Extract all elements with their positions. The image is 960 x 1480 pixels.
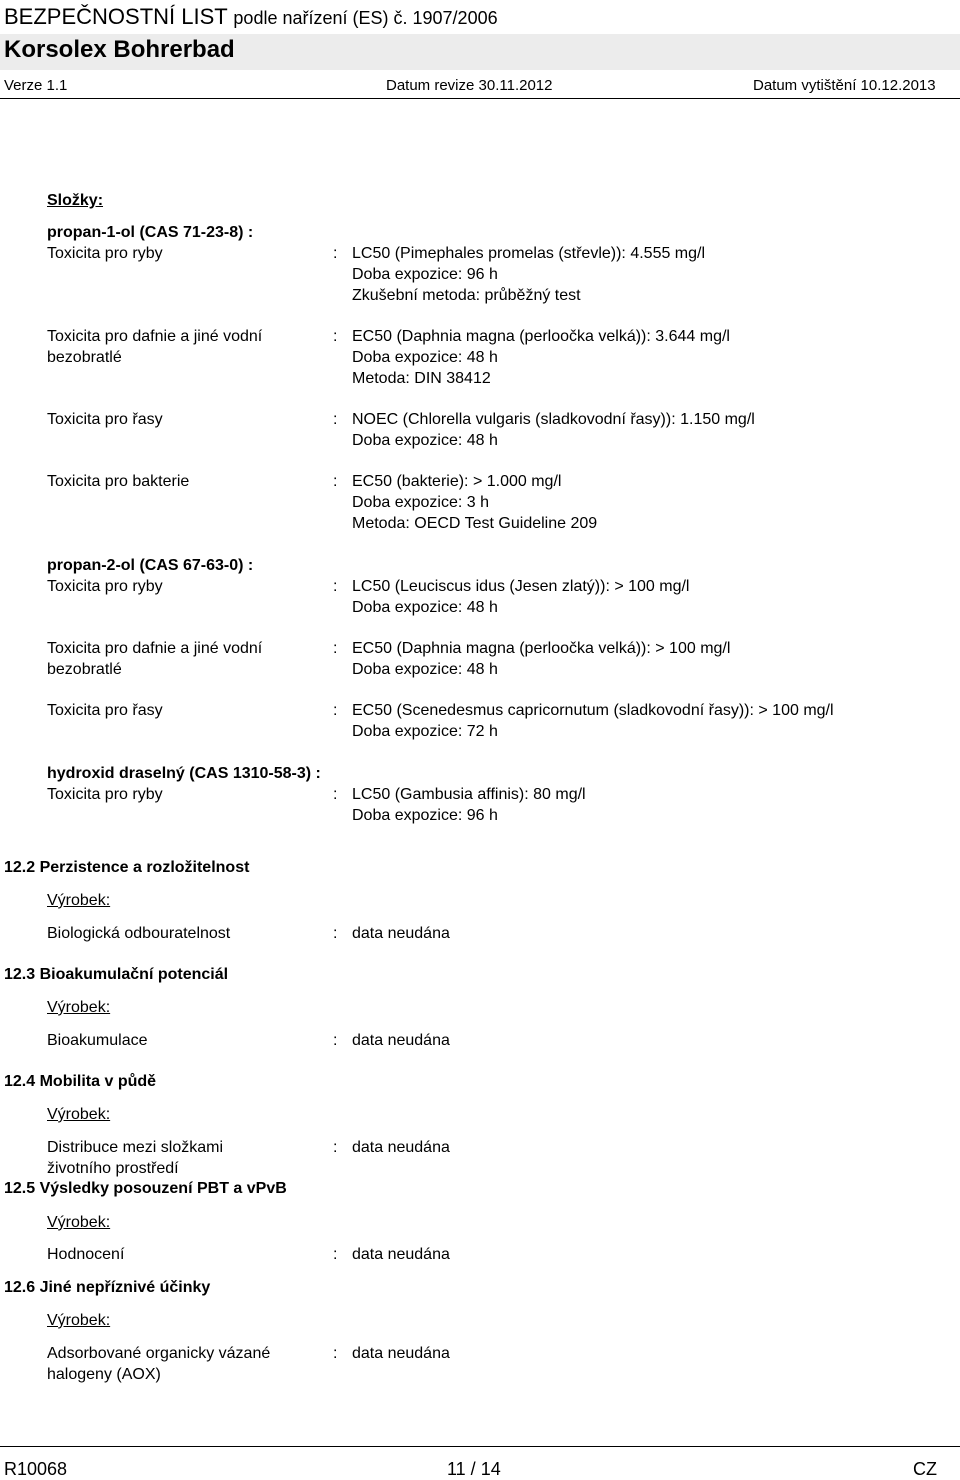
header-divider	[0, 98, 960, 99]
section-heading: 12.3 Bioakumulační potenciál	[4, 966, 229, 983]
row-colon: :	[333, 578, 338, 595]
row-label: Toxicita pro řasy	[47, 411, 163, 428]
row-label: Distribuce mezi složkami životního prostředí	[47, 1139, 224, 1177]
row-colon: :	[333, 1032, 338, 1049]
row-label: Bioakumulace	[47, 1032, 148, 1049]
substance-name: propan-1-ol (CAS 71-23-8) :	[47, 224, 254, 241]
row-value: data neudána	[352, 925, 450, 942]
row-colon: :	[333, 1246, 338, 1263]
row-colon: :	[333, 473, 338, 490]
row-label: Toxicita pro ryby	[47, 245, 163, 262]
row-value: LC50 (Gambusia affinis): 80 mg/l Doba expozice: 96 h	[352, 786, 586, 824]
language-code: CZ	[913, 1459, 937, 1479]
section-heading: 12.2 Perzistence a rozložitelnost	[4, 859, 250, 876]
row-colon: :	[333, 411, 338, 428]
version: Verze 1.1	[4, 77, 68, 94]
product-name: Korsolex Bohrerbad	[4, 36, 235, 63]
revision-date: Datum revize 30.11.2012	[386, 77, 553, 94]
product-label: Výrobek:	[47, 1106, 111, 1123]
section-heading: 12.4 Mobilita v půdě	[4, 1073, 157, 1090]
page-number: 11 / 14	[447, 1459, 501, 1479]
row-value: EC50 (Daphnia magna (perloočka velká)): > 100 mg/l Doba expozice: 48 h	[352, 640, 731, 678]
row-value: LC50 (Leuciscus idus (Jesen zlatý)): > 100 mg/l Doba expozice: 48 h	[352, 578, 690, 616]
row-value: LC50 (Pimephales promelas (střevle)): 4.555 mg/l Doba expozice: 96 h Zkušební metoda: průběžný test	[352, 245, 706, 304]
row-value: EC50 (Scenedesmus capricornutum (sladkovodní řasy)): > 100 mg/l Doba expozice: 72 h	[352, 702, 834, 740]
row-label: Toxicita pro ryby	[47, 578, 163, 595]
row-label: Toxicita pro dafnie a jiné vodní bezobratlé	[47, 640, 263, 678]
row-value: EC50 (Daphnia magna (perloočka velká)): 3.644 mg/l Doba expozice: 48 h Metoda: DIN 38412	[352, 328, 730, 387]
document-title: BEZPEČNOSTNÍ LIST podle nařízení (ES) č. 1907/2006	[4, 4, 498, 29]
product-label: Výrobek:	[47, 999, 111, 1016]
row-colon: :	[333, 925, 338, 942]
row-label: Biologická odbouratelnost	[47, 925, 231, 942]
row-label: Adsorbované organicky vázané halogeny (AOX)	[47, 1345, 271, 1383]
row-label: Toxicita pro ryby	[47, 786, 163, 803]
product-label: Výrobek:	[47, 1214, 111, 1231]
document-code: R10068	[4, 1459, 68, 1479]
row-colon: :	[333, 1139, 338, 1156]
row-value: NOEC (Chlorella vulgaris (sladkovodní řasy)): 1.150 mg/l Doba expozice: 48 h	[352, 411, 755, 449]
components-heading: Složky:	[47, 192, 104, 209]
row-label: Hodnocení	[47, 1246, 125, 1263]
row-value: data neudána	[352, 1246, 450, 1263]
row-label: Toxicita pro řasy	[47, 702, 163, 719]
product-label: Výrobek:	[47, 1312, 111, 1329]
row-value: data neudána	[352, 1032, 450, 1049]
footer-divider	[0, 1446, 960, 1447]
row-label: Toxicita pro dafnie a jiné vodní bezobratlé	[47, 328, 263, 366]
row-colon: :	[333, 328, 338, 345]
row-colon: :	[333, 640, 338, 657]
substance-name: propan-2-ol (CAS 67-63-0) :	[47, 557, 254, 574]
row-colon: :	[333, 245, 338, 262]
product-label: Výrobek:	[47, 892, 111, 909]
row-value: data neudána	[352, 1345, 450, 1362]
row-value: EC50 (bakterie): > 1.000 mg/l Doba expozice: 3 h Metoda: OECD Test Guideline 209	[352, 473, 598, 532]
section-heading: 12.6 Jiné nepříznivé účinky	[4, 1279, 211, 1296]
row-label: Toxicita pro bakterie	[47, 473, 190, 490]
substance-name: hydroxid draselný (CAS 1310-58-3) :	[47, 765, 321, 782]
section-heading: 12.5 Výsledky posouzení PBT a vPvB	[4, 1180, 287, 1197]
row-value: data neudána	[352, 1139, 450, 1156]
row-colon: :	[333, 702, 338, 719]
row-colon: :	[333, 786, 338, 803]
row-colon: :	[333, 1345, 338, 1362]
print-date: Datum vytištění 10.12.2013	[753, 77, 936, 94]
